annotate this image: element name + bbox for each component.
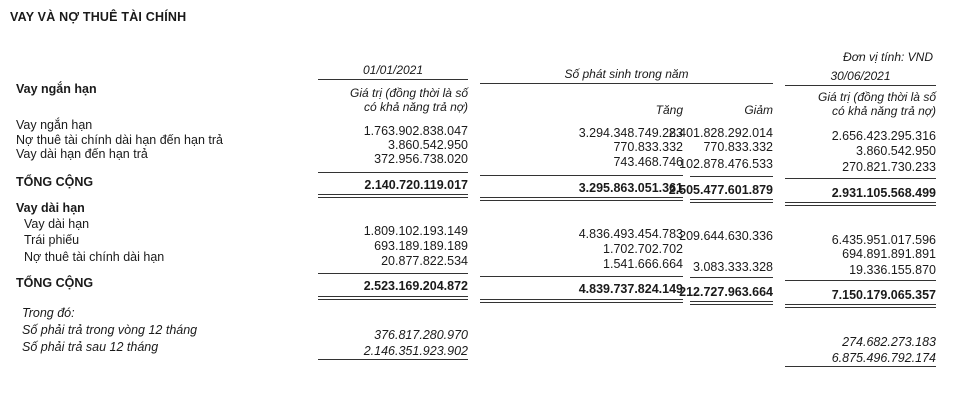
header-open-date: 01/01/2021 — [362, 63, 424, 77]
header-close-rule — [785, 85, 936, 86]
header-close-sub-2: có khả năng trả nợ) — [832, 104, 936, 118]
header-close-sub-1: Giá trị (đồng thời là số — [818, 90, 936, 104]
report-title: VAY VÀ NỢ THUÊ TÀI CHÍNH — [10, 10, 187, 24]
unit-note: Đơn vị tính: VND — [843, 50, 933, 64]
header-open-sub-1: Giá trị (đồng thời là số — [350, 86, 468, 100]
breakdown-label: Trong đó: — [22, 306, 75, 320]
section-short-term: Vay ngắn hạn — [16, 82, 97, 96]
section-long-term: Vay dài hạn — [16, 201, 85, 215]
header-decrease: Giảm — [744, 103, 773, 117]
header-movement-rule — [480, 83, 773, 84]
header-increase: Tăng — [655, 103, 683, 117]
header-close-date: 30/06/2021 — [830, 69, 891, 83]
header-open-rule — [318, 79, 468, 80]
header-open-sub-2: có khả năng trả nợ) — [364, 100, 468, 114]
header-movement: Số phát sinh trong năm — [564, 67, 689, 81]
